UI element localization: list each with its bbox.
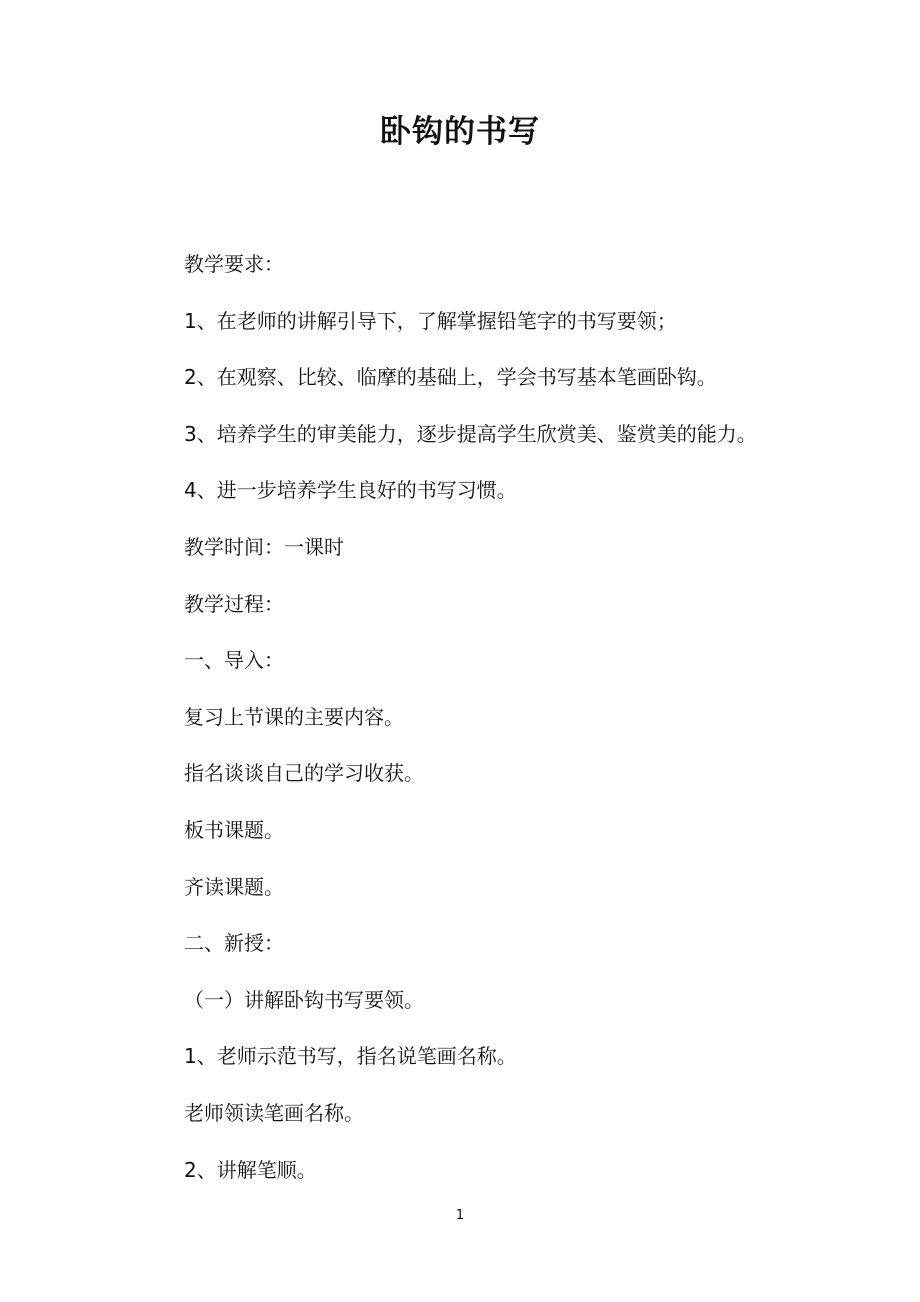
- paragraph-requirement-4: 4、进一步培养学生良好的书写习惯。: [184, 478, 517, 503]
- paragraph-lead-reading: 老师领读笔画名称。: [184, 1100, 364, 1125]
- paragraph-teaching-process-heading: 教学过程：: [184, 591, 284, 616]
- paragraph-share-harvest: 指名谈谈自己的学习收获。: [184, 761, 424, 786]
- paragraph-subsection-one: （一）讲解卧钩书写要领。: [184, 987, 424, 1012]
- paragraph-requirement-3: 3、培养学生的审美能力，逐步提高学生欣赏美、鉴赏美的能力。: [184, 421, 757, 446]
- document-body: [184, 248, 824, 1210]
- paragraph-requirement-2: 2、在观察、比较、临摩的基础上，学会书写基本笔画卧钩。: [184, 365, 717, 390]
- paragraph-stroke-order: 2、讲解笔顺。: [184, 1157, 317, 1182]
- paragraph-section-new-teaching: 二、新授：: [184, 931, 284, 956]
- page-number: 1: [455, 1208, 465, 1223]
- paragraph-read-topic: 齐读课题。: [184, 874, 284, 899]
- paragraph-review-content: 复习上节课的主要内容。: [184, 704, 404, 729]
- paragraph-demo-writing: 1、老师示范书写，指名说笔画名称。: [184, 1044, 517, 1069]
- paragraph-teaching-time: 教学时间：一课时: [184, 534, 344, 559]
- paragraph-write-topic: 板书课题。: [184, 817, 284, 842]
- document-title: 卧钩的书写: [380, 114, 540, 150]
- paragraph-requirement-1: 1、在老师的讲解引导下，了解掌握铅笔字的书写要领；: [184, 308, 677, 333]
- paragraph-section-introduction: 一、导入：: [184, 648, 284, 673]
- paragraph-teaching-requirements-heading: 教学要求：: [184, 252, 284, 276]
